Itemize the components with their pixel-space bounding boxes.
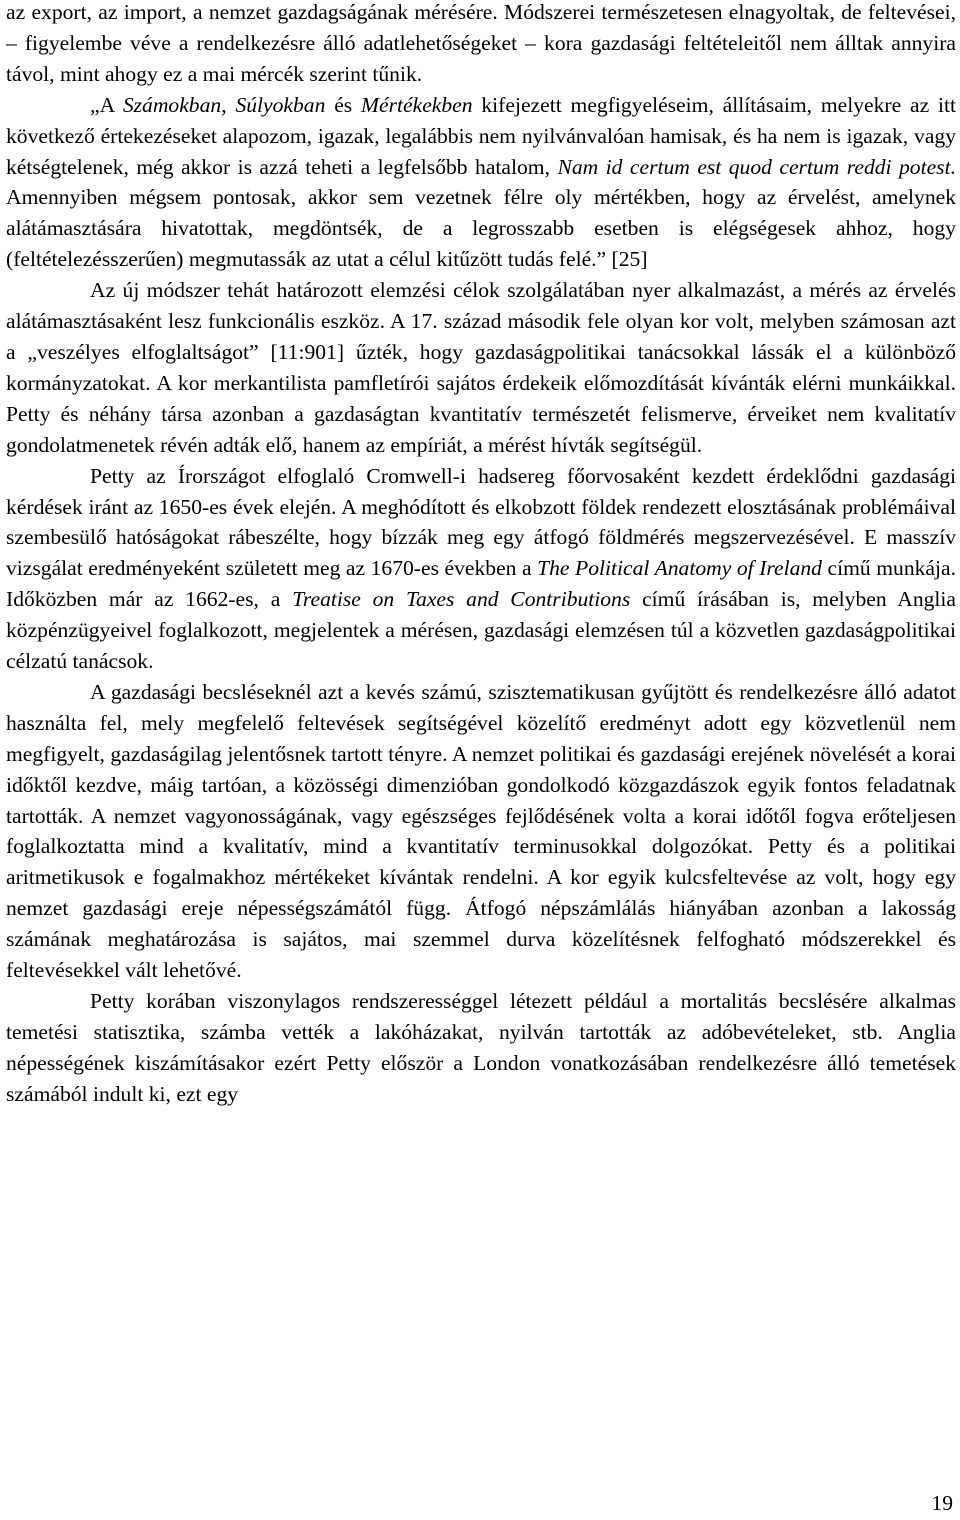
book-title-political-anatomy: The Political Anatomy of Ireland	[537, 556, 822, 581]
paragraph-text: című munkája. Időközben már az 1662-es, a	[6, 556, 956, 612]
quote-italic-measures: Mértékekben	[361, 92, 473, 117]
paragraph-continuation: az export, az import, a nemzet gazdagságának mérésére. Módszerei természetesen elnagyoltak, de feltevései, – figyelembe véve a rendelkezésre álló adatlehetőségeket – kora gazdasági feltételeitől nem álltak annyira távol, mint ahogy ez a mai mércék szerint tűnik.	[6, 0, 956, 86]
quote-text: Amennyiben mégsem pontosak, akkor sem vezetnek félre oly mértékben, hogy az érvelést, amelynek alátámasztására hivatottak, megdöntsék, de a legrosszabb esetben is elégségesek ahhoz, hogy (feltételezésszerűen) megmutassák az utat a célul kitűzött tudás felé.” [25]	[6, 185, 956, 272]
document-page	[6, 0, 956, 1110]
quote-text: kifejezett megfigyeléseim, állításaim, melyekre az itt következő értekezéseket alapozom, igazak, legalábbis nem nyilvánvalóan hamisak, és ha nem is igazak, vagy kétségtelenek, még akkor is azzá teheti a legfelsőbb hatalom,	[6, 92, 957, 179]
quote-italic-latin: Nam id certum est quod certum reddi potest.	[557, 154, 956, 179]
quote-text: ,	[221, 92, 236, 117]
paragraph-mortality: Petty korában viszonylagos rendszerességgel létezett például a mortalitás becslésére alkalmas temetési statisztika, számba vették a lakóházakat, nyilván tartották az adóbevételeket, stb. Anglia népességének kiszámításakor ezért Petty először a London vonatkozásában rendelkezésre álló temetések számából indult ki, ezt egy	[6, 989, 956, 1106]
quote-text: és	[325, 92, 362, 117]
paragraph-new-method: Az új módszer tehát határozott elemzési célok szolgálatában nyer alkalmazást, a mérés az érvelés alátámasztásaként lesz funkcionális eszköz. A 17. század második fele olyan kor volt, melyben számosan azt a „veszélyes elfoglaltságot” [11:901] űzték, hogy gazdaságpolitikai tanácsokkal lássák el a különböző kormányzatokat. A kor merkantilista pamfletírói sajátos érdekeik előmozdítását kívánták elérni munkáikkal. Petty és néhány társa azonban a gazdaságtan kvantitatív természetét felismerve, érveiket nem kvalitatív gondolatmenetek révén adták elő, hanem az empíriát, a mérést hívták segítségül.	[6, 278, 956, 457]
paragraph-text: című írásában is, melyben Anglia közpénzügyeivel foglalkozott, megjelentek a mérésen, gazdasági elemzésen túl a közvetlen gazdaságpolitikai célzatú tanácsok.	[6, 587, 956, 674]
page-number: 19	[931, 1491, 953, 1515]
paragraph-estimates: A gazdasági becsléseknél azt a kevés számú, szisztematikusan gyűjtött és rendelkezésre álló adatot használta fel, mely megfelelő feltevések segítségével közelítő eredményt adott egy közvetlenül nem megfigyelt, gazdaságilag jelentősnek tartott tényre. A nemzet politikai és gazdasági erejének növelését a korai időktől kezdve, máig tartóan, a közösségi dimenzióban gondolkodó közgazdászok egyik fontos feladatnak tartották. A nemzet vagyonosságának, vagy egészséges fejlődésének volta a korai időtől fogva erőteljesen foglalkoztatta mind a kvalitatív, mind a kvantitatív terminusokkal dolgozókat. Petty és a politikai aritmetikusok e fogalmakhoz mértékeket kívántak rendelni. A kor egyik kulcsfeltevése az volt, hogy egy nemzet gazdasági ereje népességszámától függ. Átfogó népszámlálás hiányában azonban a lakosság számának meghatározása is sajátos, mai szemmel durva közelítésnek felfogható módszerekkel és feltevésekkel vált lehetővé.	[6, 679, 956, 983]
book-title-treatise: Treatise on Taxes and Contributions	[292, 587, 631, 612]
paragraph-quote	[6, 90, 956, 275]
paragraph-petty-ireland	[6, 461, 956, 677]
quote-text: „A	[90, 92, 123, 117]
paragraph-text: Petty az Írországot elfoglaló Cromwell-i hadsereg főorvosaként kezdett érdeklődni gazdasági kérdések iránt az 1650-es évek elején. A meghódított és elkobzott földek rendezett elosztásának problémáival szembesülő hatóságokat rábeszélte, hogy bízzák meg egy átfogó földmérés megszervezésével. E masszív vizsgálat eredményeként született meg az 1670-es években a	[6, 463, 956, 581]
quote-italic-numbers: Számokban	[122, 92, 222, 117]
quote-italic-weights: Súlyokban	[235, 92, 326, 117]
